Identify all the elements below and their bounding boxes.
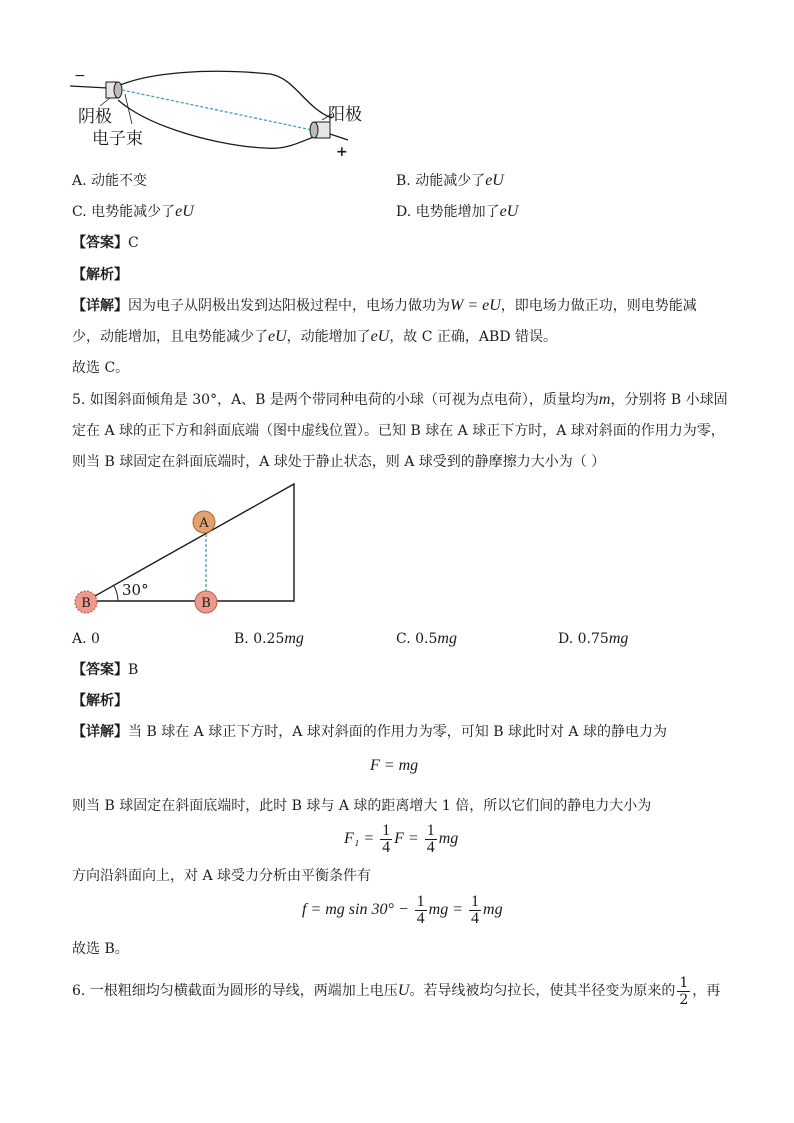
svg-text:B: B xyxy=(201,596,211,611)
fraction-quarter: $\frac{1}{4}$ xyxy=(416,892,425,927)
q5-equation-3: f = mg sin 30° − $\frac{1}{4}$ mg = $\frac{1}{4}$ mg xyxy=(302,892,503,927)
q5-equation-2: F₁ = $\frac{1}{4}$ F = $\frac{1}{4}$ mg xyxy=(344,821,459,856)
q4-option-b: B. 动能减少了eU xyxy=(396,172,504,189)
q5-option-c: C. 0.5mg xyxy=(396,630,457,647)
q5-option-d: D. 0.75mg xyxy=(558,630,629,647)
fraction-half: $\frac{1}{2}$ xyxy=(679,974,689,1008)
q4-detail-line1: 【详解】因为电子从阴极出发到达阳极过程中，电场力做功为W = eU，即电场力做正功，则电势能减 xyxy=(72,297,697,314)
q4-answer: 【答案】C xyxy=(72,235,139,251)
fraction-quarter: $\frac{1}{4}$ xyxy=(382,821,391,856)
angle-label: 30° xyxy=(122,581,149,599)
fraction-quarter: $\frac{1}{4}$ xyxy=(426,821,435,856)
q5-detail-line1: 【详解】当 B 球在 A 球正下方时，A 球对斜面的作用力为零，可知 B 球此时对 A 球的静电力为 xyxy=(72,724,667,740)
q5-stem-line3: 则当 B 球固定在斜面底端时，A 球处于静止状态，则 A 球受到的静摩擦力大小为（ ） xyxy=(72,454,606,470)
q5-detail-line3: 方向沿斜面向上，对 A 球受力分析由平衡条件有 xyxy=(72,868,372,884)
fraction-quarter: $\frac{1}{4}$ xyxy=(471,892,480,927)
q5-stem-line1: 5. 如图斜面倾角是 30°，A、B 是两个带同种电荷的小球（可视为点电荷），质量均为m，分别将 B 小球固 xyxy=(72,391,728,408)
q4-conclusion: 故选 C。 xyxy=(72,360,130,376)
electron-beam-line xyxy=(122,90,312,130)
minus-sign: − xyxy=(74,68,86,84)
q5-option-a: A. 0 xyxy=(72,631,100,647)
q4-analysis-label: 【解析】 xyxy=(72,267,128,283)
q5-answer: 【答案】B xyxy=(72,662,139,678)
q6-stem-line1: 6. 一根粗细均匀横截面为圆形的导线，两端加上电压U。若导线被均匀拉长，使其半径变为原来的 $\frac{1}{2}$ ，再 xyxy=(72,974,721,1008)
incline-figure xyxy=(68,480,308,616)
anode-cylinder xyxy=(310,122,330,138)
tube-outline-top xyxy=(118,71,332,118)
q4-option-a: A. 动能不变 xyxy=(72,173,148,189)
q5-analysis-label: 【解析】 xyxy=(72,693,128,709)
cathode-label: 阴极 xyxy=(78,107,112,127)
incline-triangle xyxy=(86,484,294,601)
beam-label: 电子束 xyxy=(92,129,143,149)
q5-detail-line2: 则当 B 球固定在斜面底端时，此时 B 球与 A 球的距离增大 1 倍，所以它们间的静电力大小为 xyxy=(72,798,652,814)
angle-arc xyxy=(114,586,118,601)
q5-conclusion: 故选 B。 xyxy=(72,941,129,957)
cathode-ray-tube-figure xyxy=(70,68,370,160)
q5-option-b: B. 0.25mg xyxy=(234,630,304,647)
ball-a xyxy=(193,511,215,533)
svg-text:B: B xyxy=(81,596,91,611)
q4-option-c: C. 电势能减少了eU xyxy=(72,203,194,220)
plus-sign: + xyxy=(336,144,348,160)
q5-stem-line2: 定在 A 球的正下方和斜面底端（图中虚线位置）。已知 B 球在 A 球正下方时，A 球对斜面的作用力为零， xyxy=(72,423,725,439)
cathode-cylinder xyxy=(106,82,122,98)
svg-text:A: A xyxy=(199,516,209,531)
q4-detail-line2: 少，动能增加，且电势能减少了eU，动能增加了eU，故 C 正确，ABD 错误。 xyxy=(72,328,557,345)
anode-label: 阳极 xyxy=(328,105,362,125)
ball-b-corner xyxy=(75,591,97,613)
q5-equation-1: F = mg xyxy=(370,757,419,774)
ball-b-under-a xyxy=(195,591,217,613)
q4-option-d: D. 电势能增加了eU xyxy=(396,203,519,220)
